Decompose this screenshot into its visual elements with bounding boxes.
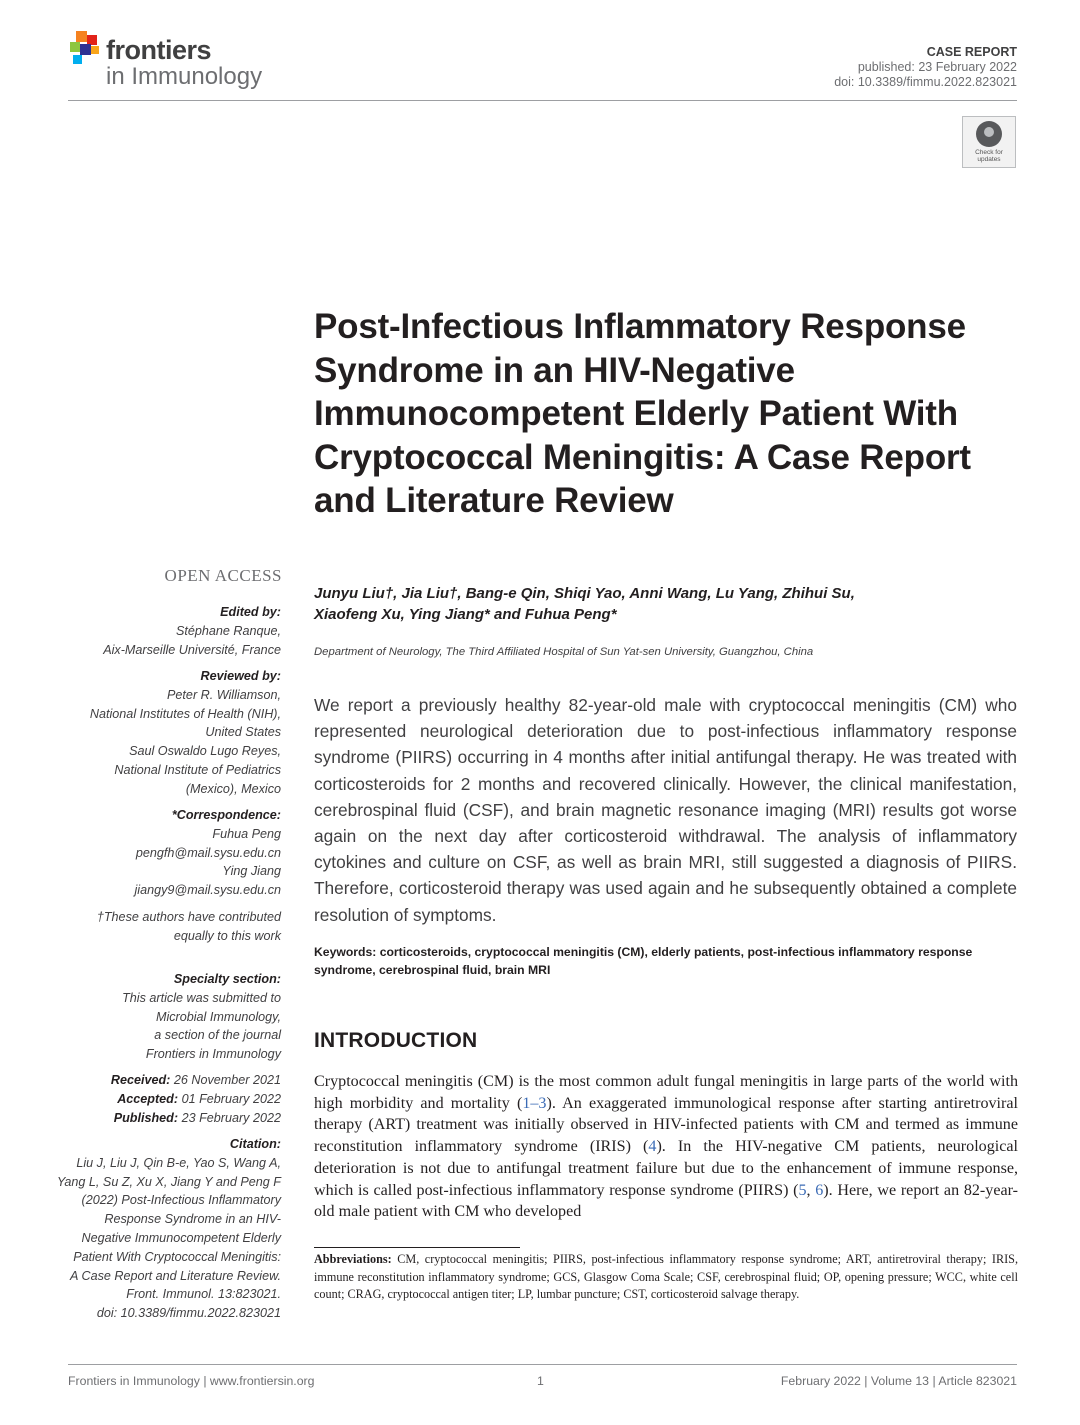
journal-name: in Immunology	[106, 63, 263, 90]
check-for-updates-button[interactable]	[962, 116, 1016, 168]
header-divider	[68, 100, 1017, 101]
published-date: published: 23 February 2022	[857, 60, 1017, 74]
correspondent-name: Fuhua Peng	[212, 826, 281, 841]
article-meta	[834, 45, 1017, 90]
received-value: 26 November 2021	[173, 1073, 281, 1087]
citation-line: Response Syndrome in an HIV-	[104, 1212, 281, 1227]
introduction-paragraph	[314, 1071, 1018, 1223]
citation-line: Negative Immunocompetent Elderly	[81, 1230, 281, 1245]
citation-link[interactable]: 4	[648, 1138, 657, 1156]
abbreviations-footnote	[314, 1251, 1018, 1304]
citation-line: Yang L, Su Z, Xu X, Jiang Y and Peng F	[56, 1174, 281, 1189]
published-date-side	[41, 1109, 281, 1128]
page-number: 1	[537, 1374, 544, 1388]
intro-text: ). An exaggerated immunological response after starting antiretroviral therapy (ART) treatment was initially observed in HIV-infected patients with CM and termed as immune reconstitution inflammatory syndrome (IRIS) (	[314, 1094, 1018, 1156]
specialty-section-block	[41, 970, 281, 1064]
open-access-label: OPEN ACCESS	[164, 566, 282, 585]
accepted-label: Accepted:	[117, 1091, 179, 1106]
specialty-line: a section of the journal	[154, 1028, 281, 1043]
reviewer-line: United States	[205, 725, 281, 740]
citation-link[interactable]: 1–3	[522, 1094, 547, 1112]
equal-note-line: †These authors have contributed	[96, 910, 281, 924]
correspondence-block	[41, 806, 281, 900]
reviewed-by-block	[41, 667, 281, 799]
footnote-label: Abbreviations:	[314, 1252, 392, 1266]
intro-text: ). Here, we report an 82-year-old male patient with CM who developed	[314, 1181, 1018, 1221]
keywords-label: Keywords:	[314, 945, 377, 959]
reviewer-line: Peter R. Williamson,	[167, 687, 281, 702]
accepted-value: 01 February 2022	[181, 1091, 281, 1106]
check-updates-label-2: updates	[977, 156, 1001, 163]
citation-line: Front. Immunol. 13:823021.	[126, 1287, 281, 1302]
introduction-heading: INTRODUCTION	[314, 1029, 478, 1052]
check-updates-label: Check for	[975, 149, 1003, 156]
footnote-text: CM, cryptococcal meningitis; PIIRS, post-infectious inflammatory response syndrome; ART, antiretroviral therapy; IRIS, immune reconstitution inflammatory syndrome; GCS, Glasgow Coma Scale; CSF, cerebrospinal fluid; OP, opening pressure; WCC, white cell count; CRAG, cryptococcal antigen titer; LP, lumbar puncture; CST, corticosteroid salvage therapy.	[314, 1252, 1019, 1302]
specialty-line: Frontiers in Immunology	[145, 1047, 281, 1062]
received-date	[41, 1071, 281, 1090]
reviewer-line: Saul Oswaldo Lugo Reyes,	[129, 744, 281, 759]
equal-contribution-note	[41, 908, 281, 946]
article-type: CASE REPORT	[926, 45, 1017, 59]
brand-name: frontiers	[106, 35, 212, 65]
article-title: Post-Infectious Inflammatory Response Syndrome in an HIV-Negative Immunocompetent Elderly Patient With Cryptococcal Meningitis: A Case Report and Literature Review	[314, 307, 971, 520]
reviewer-line: National Institutes of Health (NIH),	[89, 706, 281, 721]
author-line: Junyu Liu†, Jia Liu†, Bang-e Qin, Shiqi Yao, Anni Wang, Lu Yang, Zhihui Su,	[314, 585, 855, 602]
correspondent-name: Ying Jiang	[222, 864, 281, 879]
citation-link[interactable]: 6	[815, 1181, 824, 1199]
footer-issue-info: February 2022 | Volume 13 | Article 823021	[780, 1374, 1017, 1388]
intro-text: ,	[806, 1181, 816, 1199]
reviewed-by-label: Reviewed by:	[200, 669, 281, 683]
correspondent-email[interactable]: jiangy9@mail.sysu.edu.cn	[134, 883, 281, 898]
author-list	[314, 583, 1014, 625]
bookmark-icon	[976, 121, 1002, 147]
citation-link[interactable]: 5	[798, 1181, 807, 1199]
equal-note-line: equally to this work	[173, 928, 281, 943]
reviewer-line: (Mexico), Mexico	[185, 781, 281, 796]
specialty-label: Specialty section:	[173, 972, 281, 986]
intro-text: ). In the HIV-negative CM patients, neurological deterioration is not due to antifungal treatment failure but due to the enhancement of immune response, which is called post-infectious inflammatory response syndrome (PIIRS) (	[314, 1138, 1018, 1199]
citation-label: Citation:	[229, 1137, 281, 1151]
citation-block	[41, 1135, 281, 1323]
published-label: Published:	[113, 1110, 179, 1125]
footnote-divider	[314, 1247, 520, 1248]
edited-by-block	[41, 603, 281, 659]
editor-name: Stéphane Ranque,	[175, 623, 281, 638]
frontiers-logo-icon	[68, 31, 104, 67]
citation-line: Liu J, Liu J, Qin B-e, Yao S, Wang A,	[76, 1155, 281, 1170]
received-label: Received:	[110, 1073, 171, 1087]
accepted-date	[41, 1090, 281, 1109]
correspondent-email[interactable]: pengfh@mail.sysu.edu.cn	[135, 845, 281, 860]
affiliation: Department of Neurology, The Third Affiliated Hospital of Sun Yat-sen University, Guangzhou, China	[314, 646, 814, 658]
citation-line: Patient With Cryptococcal Meningitis:	[73, 1249, 281, 1264]
keywords-text: corticosteroids, cryptococcal meningitis (CM), elderly patients, post-infectious inflammatory response syndrome, cerebrospinal fluid, brain MRI	[314, 945, 973, 977]
citation-line: A Case Report and Literature Review.	[70, 1268, 281, 1283]
correspondence-label: *Correspondence:	[171, 808, 281, 822]
citation-line: (2022) Post-Infectious Inflammatory	[81, 1193, 281, 1208]
specialty-line: Microbial Immunology,	[155, 1009, 281, 1024]
intro-text: Cryptococcal meningitis (CM) is the most common adult fungal meningitis in large parts of the world with high morbidity and mortality (	[314, 1073, 1018, 1112]
footer-divider	[68, 1364, 1017, 1365]
dates-block	[41, 1071, 281, 1127]
editor-affiliation: Aix-Marseille Université, France	[103, 642, 281, 657]
article-doi[interactable]: doi: 10.3389/fimmu.2022.823021	[834, 75, 1017, 89]
citation-doi[interactable]: doi: 10.3389/fimmu.2022.823021	[96, 1306, 281, 1321]
abstract: We report a previously healthy 82-year-old male with cryptococcal meningitis (CM) who represented neurological deterioration due to post-infectious inflammatory response syndrome (PIIRS) occurring in 4 months after initial antifungal therapy. He was treated with corticosteroids for 2 months and recovered clinically. However, the clinical manifestation, cerebrospinal fluid (CSF), and brain magnetic resonance imaging (MRI) results got worse again on the next day after corticosteroid withdrawal. The analysis of inflammatory cytokines and culture on CSF, as well as brain MRI, still suggested a diagnosis of PIIRS. Therefore, corticosteroid therapy was used again and he subsequently obtained a complete resolution of symptoms.	[314, 695, 1017, 925]
reviewer-line: National Institute of Pediatrics	[114, 762, 281, 777]
edited-by-label: Edited by:	[220, 605, 281, 619]
specialty-line: This article was submitted to	[122, 990, 281, 1005]
published-value: 23 February 2022	[181, 1110, 281, 1125]
footer-journal-link[interactable]: Frontiers in Immunology | www.frontiersin.org	[68, 1374, 315, 1388]
keywords	[314, 943, 1017, 979]
author-line: Xiaofeng Xu, Ying Jiang* and Fuhua Peng*	[314, 606, 617, 623]
